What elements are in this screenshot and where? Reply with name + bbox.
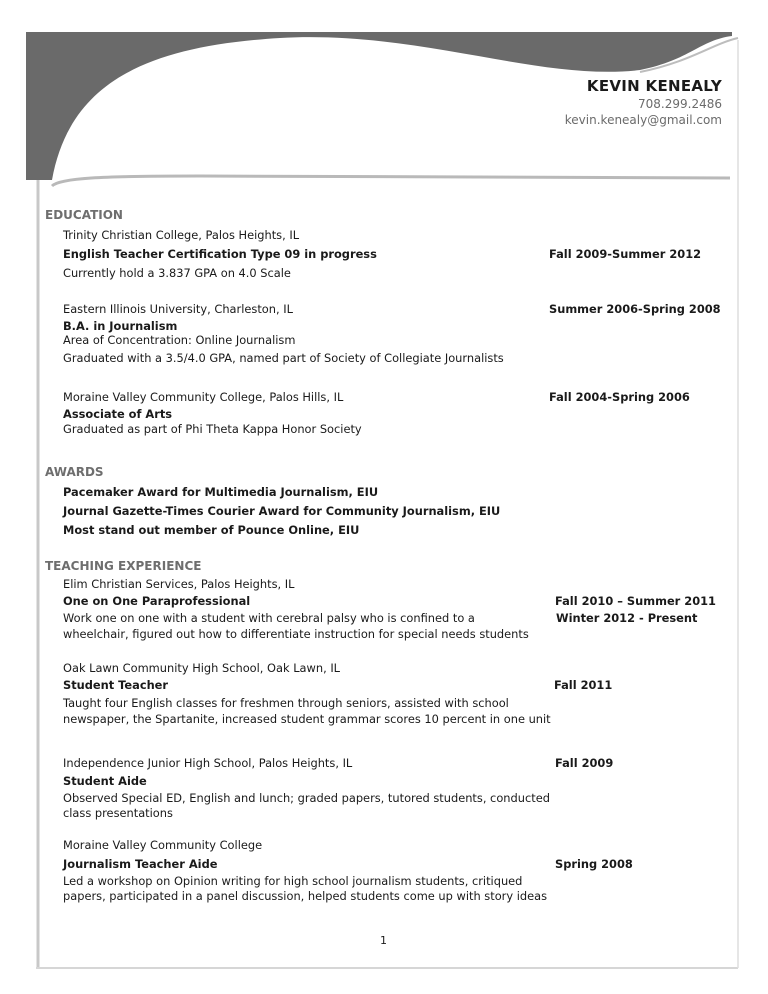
teaching-place: Independence Junior High School, Palos Heights, IL	[63, 756, 353, 770]
education-date: Fall 2004-Spring 2006	[549, 390, 690, 404]
teaching-role: Journalism Teacher Aide	[63, 857, 218, 871]
teaching-date: Winter 2012 - Present	[556, 611, 698, 625]
education-date: Fall 2009-Summer 2012	[549, 247, 702, 261]
teaching-detail: Observed Special ED, English and lunch; graded papers, tutored students, conducted	[63, 791, 550, 805]
education-degree: B.A. in Journalism	[63, 319, 178, 333]
education-school: Moraine Valley Community College, Palos Hills, IL	[63, 390, 344, 404]
education-detail: Graduated with a 3.5/4.0 GPA, named part of Society of Collegiate Journalists	[63, 351, 504, 365]
teaching-detail: Led a workshop on Opinion writing for high school journalism students, critiqued	[63, 874, 523, 888]
phone-number: 708.299.2486	[638, 97, 722, 111]
section-heading-teaching: TEACHING EXPERIENCE	[45, 559, 202, 573]
teaching-date: Spring 2008	[555, 857, 633, 871]
education-detail: Currently hold a 3.837 GPA on 4.0 Scale	[63, 266, 291, 280]
section-heading-awards: AWARDS	[45, 465, 104, 479]
email-address: kevin.kenealy@gmail.com	[564, 113, 722, 127]
education-school: Eastern Illinois University, Charleston, IL	[63, 302, 293, 316]
education-detail: Area of Concentration: Online Journalism	[63, 333, 296, 347]
award-item: Journal Gazette-Times Courier Award for Community Journalism, EIU	[63, 504, 501, 518]
teaching-detail: newspaper, the Spartanite, increased student grammar scores 10 percent in one unit	[63, 712, 551, 726]
contact-header	[565, 76, 722, 128]
teaching-detail: class presentations	[63, 806, 173, 820]
education-degree: English Teacher Certification Type 09 in progress	[63, 247, 377, 261]
teaching-detail: Work one on one with a student with cerebral palsy who is confined to a	[63, 611, 475, 625]
teaching-place: Moraine Valley Community College	[63, 838, 263, 852]
education-detail: Graduated as part of Phi Theta Kappa Honor Society	[63, 422, 362, 436]
page-number: 1	[380, 934, 387, 947]
education-degree: Associate of Arts	[63, 407, 173, 421]
teaching-date: Fall 2009	[555, 756, 614, 770]
education-school: Trinity Christian College, Palos Heights, IL	[63, 228, 300, 242]
teaching-place: Oak Lawn Community High School, Oak Lawn, IL	[63, 661, 341, 675]
teaching-detail: wheelchair, figured out how to differentiate instruction for special needs students	[63, 627, 529, 641]
section-heading-education: EDUCATION	[45, 208, 123, 222]
award-item: Pacemaker Award for Multimedia Journalism, EIU	[63, 485, 379, 499]
teaching-role: One on One Paraprofessional	[63, 594, 251, 608]
teaching-date: Fall 2010 – Summer 2011	[555, 594, 716, 608]
teaching-date: Fall 2011	[554, 678, 613, 692]
teaching-place: Elim Christian Services, Palos Heights, IL	[63, 577, 295, 591]
candidate-name: KEVIN KENEALY	[586, 77, 722, 95]
teaching-role: Student Aide	[63, 774, 147, 788]
teaching-role: Student Teacher	[63, 678, 169, 692]
education-date: Summer 2006-Spring 2008	[549, 302, 721, 316]
teaching-detail: Taught four English classes for freshmen through seniors, assisted with school	[63, 696, 509, 710]
teaching-detail: papers, participated in a panel discussion, helped students come up with story ideas	[63, 889, 548, 903]
award-item: Most stand out member of Pounce Online, EIU	[63, 523, 360, 537]
